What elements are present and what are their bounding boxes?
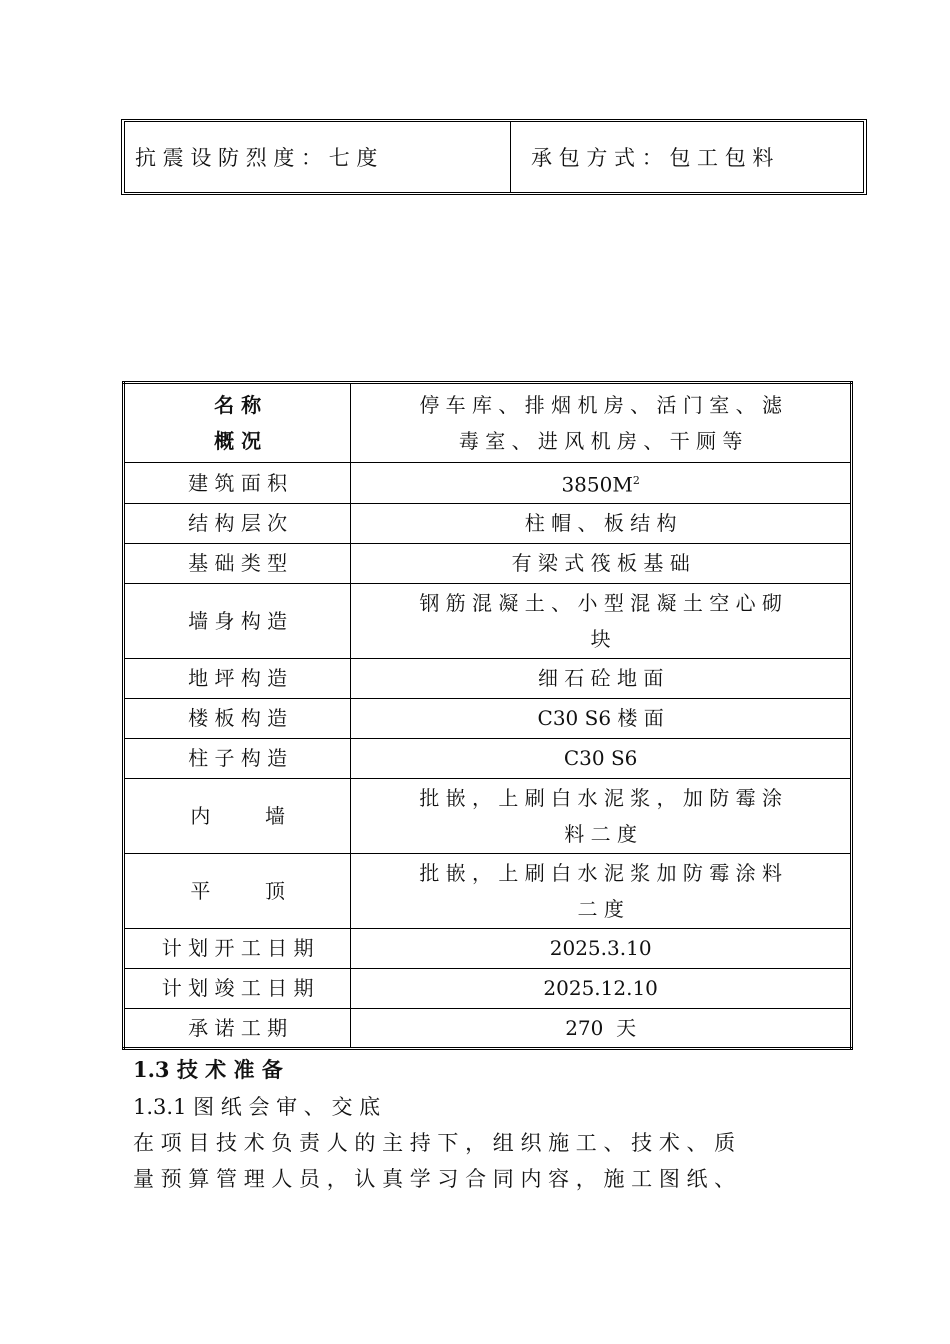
- header-value-cell: [351, 383, 852, 463]
- table-row: [124, 543, 852, 583]
- seismic-intensity-cell: [125, 122, 511, 192]
- table-row: [124, 778, 852, 853]
- table-row: [124, 698, 852, 738]
- row-label: 建 筑 面 积: [124, 463, 351, 504]
- row-label: 承 诺 工 期: [124, 1008, 351, 1048]
- row-label: 地 坪 构 造: [124, 658, 351, 698]
- floor-area-value: 3850M: [561, 472, 633, 497]
- seismic-contract-table: [121, 119, 867, 195]
- label-part-a: 平: [190, 878, 211, 903]
- label-part-b: 顶: [264, 878, 285, 903]
- row-value-line-2: 料 二 度: [564, 821, 638, 846]
- body-text-line-1: 在 项 目 技 术 负 责 人 的 主 持 下 ， 组 织 施 工 、 技 术 、 质: [133, 1131, 736, 1155]
- seismic-intensity-text: 抗 震 设 防 烈 度 ： 七 度: [135, 146, 378, 170]
- row-value-line-1: 批 嵌 ， 上 刷 白 水 泥 浆 ， 加 防 霉 涂: [419, 785, 782, 810]
- row-label: [124, 778, 351, 853]
- row-value: 2025.3.10: [351, 928, 852, 968]
- label-part-a: 内: [190, 803, 211, 828]
- row-label: 计 划 竣 工 日 期: [124, 968, 351, 1008]
- row-value: C30 S6 楼 面: [351, 698, 852, 738]
- table-row: [124, 1008, 852, 1048]
- row-value: [351, 853, 852, 928]
- row-value: 2025.12.10: [351, 968, 852, 1008]
- row-value-line-2: 块: [590, 626, 611, 651]
- row-value-line-1: 钢 筋 混 凝 土 、 小 型 混 凝 土 空 心 砌: [419, 590, 782, 615]
- subsection-heading: 1.3.1 图 纸 会 审 、 交 底: [133, 1095, 381, 1119]
- table-row: [124, 928, 852, 968]
- table-row: [124, 583, 852, 658]
- table-row: [124, 463, 852, 504]
- row-label: 柱 子 构 造: [124, 738, 351, 778]
- row-label: 计 划 开 工 日 期: [124, 928, 351, 968]
- row-label: 楼 板 构 造: [124, 698, 351, 738]
- row-value: 270 天: [351, 1008, 852, 1048]
- label-part-b: 墙: [264, 803, 285, 828]
- row-value: 柱 帽 、 板 结 构: [351, 503, 852, 543]
- row-value-line-2: 二 度: [577, 896, 624, 921]
- row-value: C30 S6: [351, 738, 852, 778]
- row-value: [351, 463, 852, 504]
- row-value: 细 石 砼 地 面: [351, 658, 852, 698]
- row-value: [351, 583, 852, 658]
- floor-area-sup: 2: [632, 474, 640, 487]
- row-value: 有 梁 式 筏 板 基 础: [351, 543, 852, 583]
- row-label: 结 构 层 次: [124, 503, 351, 543]
- table-row: [124, 503, 852, 543]
- table-row: [124, 738, 852, 778]
- header-label-overview: 概 况: [214, 429, 262, 453]
- header-label-cell: [124, 383, 351, 463]
- body-text-line-2: 量 预 算 管 理 人 员 ， 认 真 学 习 合 同 内 容 ， 施 工 图 纸 、: [133, 1167, 736, 1191]
- project-overview-table: [122, 381, 853, 1050]
- header-value-line-1: 停 车 库 、 排 烟 机 房 、 活 门 室 、 滤: [419, 393, 782, 417]
- table-row: [124, 658, 852, 698]
- section-heading: 1.3 技 术 准 备: [133, 1057, 283, 1082]
- contract-mode-cell: [511, 122, 863, 192]
- row-value: [351, 778, 852, 853]
- row-label: 墙 身 构 造: [124, 583, 351, 658]
- row-label: [124, 853, 351, 928]
- header-label-name: 名 称: [214, 393, 262, 417]
- table-row: [124, 383, 852, 463]
- row-label: 基 础 类 型: [124, 543, 351, 583]
- table-row: [124, 853, 852, 928]
- header-value-line-2: 毒 室 、 进 风 机 房 、 干 厕 等: [458, 429, 743, 453]
- row-value-line-1: 批 嵌 ， 上 刷 白 水 泥 浆 加 防 霉 涂 料: [419, 860, 782, 885]
- contract-mode-text: 承 包 方 式 ： 包 工 包 料: [531, 146, 774, 170]
- table-row: [124, 968, 852, 1008]
